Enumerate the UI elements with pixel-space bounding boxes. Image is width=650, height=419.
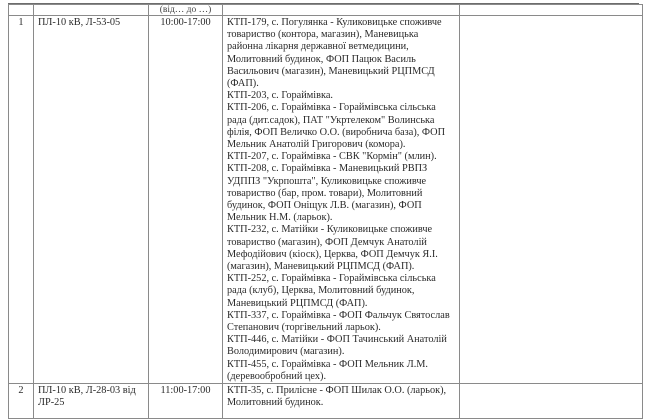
substation-entry: КТП-207, с. Гораймівка - СВК "Кормін" (млин). bbox=[227, 151, 437, 163]
header-num-cell bbox=[9, 5, 34, 16]
substation-entry: КТП-206, с. Гораймівка - Гораймівська сільська рада (дит.садок), ПАТ "Укртелеком" Волинська філія, ФОП Величко О.О. (виробнича база), ФОП Мельник Анатолій Григорович (комора). bbox=[227, 102, 446, 151]
row-number: 2 bbox=[9, 384, 34, 419]
substation-entry: КТП-252, с. Гораймівка - Гораймівська сільська рада (клуб), Церква, Молитовний будинок, Маневицький РЦПМСД (ФАП). bbox=[227, 273, 436, 309]
substation-entry: КТП-337, с. Гораймівка - ФОП Фальчук Святослав Степанович (торгівельний ларьок). bbox=[227, 309, 450, 334]
table-header-row bbox=[9, 5, 643, 16]
outage-time: 10:00-17:00 bbox=[149, 16, 223, 384]
header-note-cell bbox=[460, 5, 643, 16]
affected-objects bbox=[223, 384, 460, 419]
table-row bbox=[9, 16, 643, 384]
note-cell bbox=[460, 16, 643, 384]
note-cell bbox=[460, 384, 643, 419]
outage-time: 11:00-17:00 bbox=[149, 384, 223, 419]
row-number: 1 bbox=[9, 16, 34, 384]
power-line-name: ПЛ-10 кВ, Л-53-05 bbox=[34, 16, 149, 384]
outage-schedule-table bbox=[8, 4, 643, 419]
substation-entry: КТП-203, с. Гораймівка. bbox=[227, 90, 333, 102]
substation-entry: КТП-232, с. Матійки - Куликовицьке споживче товариство (магазин), ФОП Демчук Анатолій Мефодійович (кіоск), Церква, ФОП Демчук Я.І. (магазин), Маневицький РЦПМСД (ФАП). bbox=[227, 224, 438, 273]
substation-entry: КТП-35, с. Прилісне - ФОП Шилак О.О. (ларьок), Молитовний будинок. bbox=[227, 385, 447, 409]
header-objects-cell bbox=[223, 5, 460, 16]
substation-entry: КТП-208, с. Гораймівка - Маневицький РВПЗ УДППЗ "Укрпошта", Куликовицьке споживче товариство (бар, пром. товари), Молитовний будинок, ФОП Оніщук Л.В. (магазин), ФОП Мельник Н.М. (ларьок). bbox=[227, 163, 428, 224]
substation-entry: КТП-446, с. Матійки - ФОП Тачинський Анатолій Володимирович (магазин). bbox=[227, 334, 447, 358]
substation-entry: КТП-179, с. Погулянка - Куликовицьке споживче товариство (контора, магазин), Маневицька районна лікарня державної ветмедицини, Молитовний будинок, ФОП Пацюк Василь Васильович (магазин), Маневицький РЦПМСД (ФАП). bbox=[227, 17, 442, 90]
table-row bbox=[9, 384, 643, 419]
affected-objects bbox=[223, 16, 460, 384]
power-line-name: ПЛ-10 кВ, Л-28-03 від ЛР-25 bbox=[34, 384, 149, 419]
substation-entry: КТП-455, с. Гораймівка - ФОП Мельник Л.М. (деревообробний цех). bbox=[227, 358, 429, 382]
header-time-cell: (від… до …) bbox=[149, 5, 223, 16]
header-line-cell bbox=[34, 5, 149, 16]
